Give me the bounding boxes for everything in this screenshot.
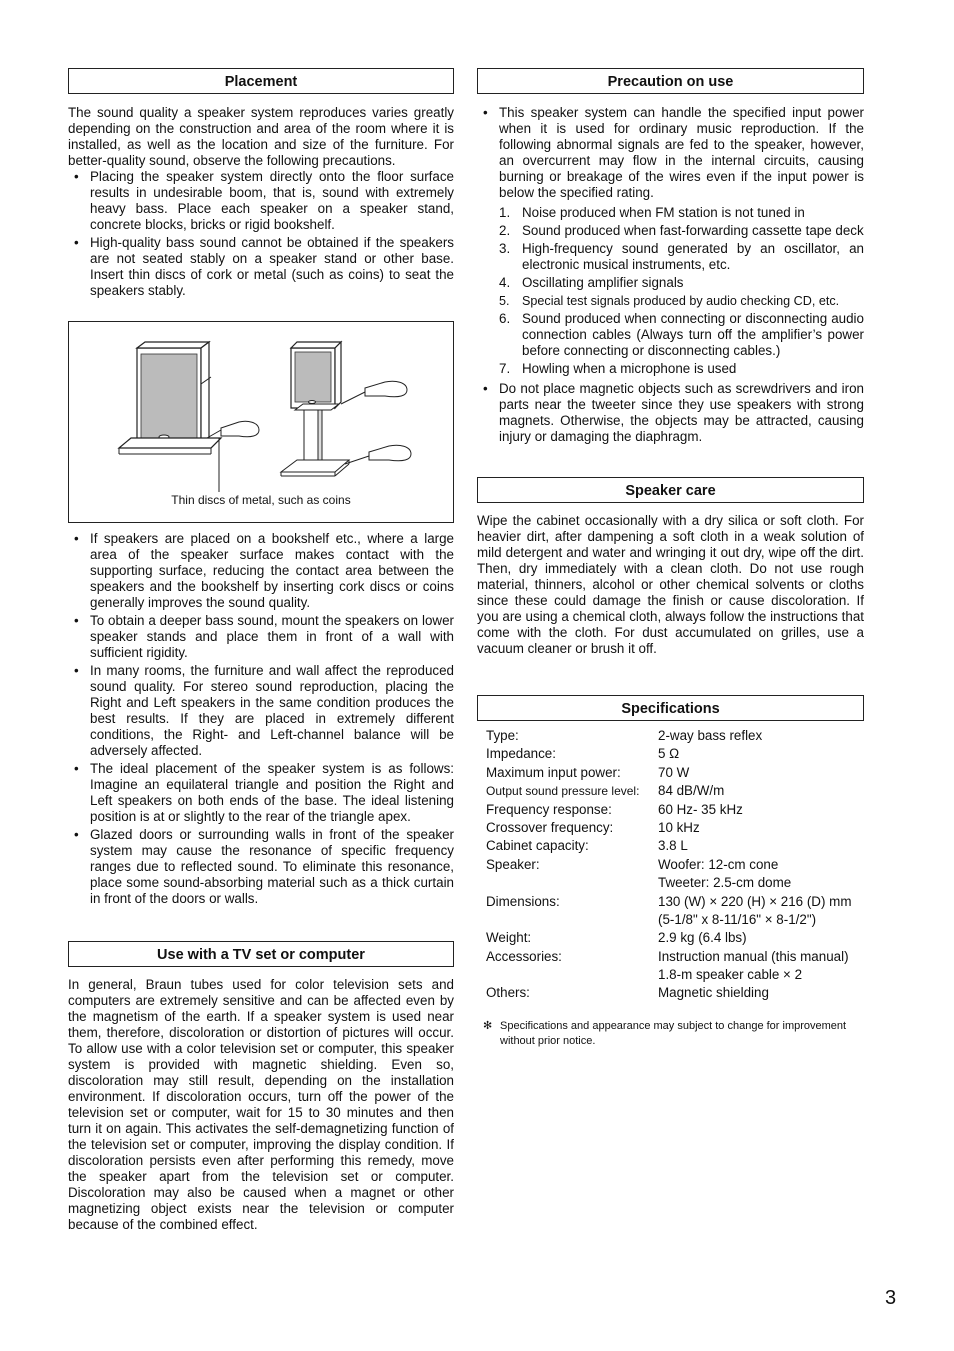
spec-value: 60 Hz- 35 kHz: [658, 801, 743, 817]
item-text: Sound produced when fast-forwarding cassette tape deck: [522, 223, 864, 238]
spec-value: Instruction manual (this manual): [658, 948, 849, 964]
footnote-text: Specifications and appearance may subject to change for improvement without prior notice.: [500, 1019, 847, 1047]
precaution-bullet-text: This speaker system can handle the specified input power when it is used for ordinary music reproduction. If the following abnormal signals are fed to the speaker, however, an overcurrent may flow in the internal circuits, causing burning or breakage of the wires even if the input power is below the specified rating.: [499, 105, 864, 200]
list-item: • Placing the speaker system directly onto the floor surface results in undesirable boom, that is, sound with extremely heavy bass. Place each speaker on a speaker stand, concrete blocks, bricks or rigid bookshelf.: [68, 169, 454, 233]
list-item: • In many rooms, the furniture and wall affect the reproduced sound quality. For stereo sound reproduction, placing the Right and Left speakers in the same condition produces the best results. If they are placed in extremely different conditions, the Right- and Left-channel balance will be adversely affected.: [68, 663, 454, 759]
spec-value: 2-way bass reflex: [658, 728, 763, 743]
spec-value: 2.9 kg (6.4 lbs): [658, 930, 747, 946]
page-number: 3: [885, 1287, 897, 1309]
spec-label: Accessories:: [486, 948, 562, 964]
item-text: Sound produced when connecting or disconnecting audio connection cables (Always turn off the amplifier’s power before connecting or disconnecting cables.): [522, 311, 864, 358]
item-number: 1.: [499, 205, 511, 220]
placement-heading: Placement: [68, 68, 454, 94]
item-number: 5.: [499, 294, 510, 308]
list-item: [477, 205, 864, 221]
item-number: 2.: [499, 223, 511, 238]
list-item: • Do not place magnetic objects such as screwdrivers and iron parts near the tweeter since they use speakers with strong magnets. Otherwise, the objects may be attracted, causing injury or damaging the diaphragm.: [477, 381, 864, 445]
item-number: 4.: [499, 275, 511, 290]
speaker-placement-figure: [68, 321, 454, 523]
spec-label: Maximum input power:: [486, 764, 621, 780]
abnormal-signals-list: [477, 205, 864, 377]
item-text: Special test signals produced by audio checking CD, etc.: [522, 294, 840, 308]
spec-label: Others:: [486, 985, 530, 1001]
asterisk-icon: ✻: [483, 1019, 493, 1032]
spec-label: [486, 911, 658, 929]
table-row: [486, 837, 864, 855]
tv-heading: Use with a TV set or computer: [68, 941, 454, 967]
list-item: [477, 241, 864, 273]
list-item: • High-quality bass sound cannot be obtained if the speakers are not seated stably on a speaker stand or other base. Insert thin discs of cork or metal (such as coins) to seat the speakers stably.: [68, 235, 454, 299]
spec-value: Magnetic shielding: [658, 985, 769, 1001]
list-item: [477, 361, 864, 377]
table-row: [486, 966, 864, 984]
item-text: Oscillating amplifier signals: [522, 275, 684, 290]
table-row: [486, 893, 864, 911]
spec-label: Cabinet capacity:: [486, 838, 589, 854]
item-text: Howling when a microphone is used: [522, 361, 737, 376]
table-row: [486, 856, 864, 874]
item-text: High-frequency sound generated by an oscillator, an electronic musical instruments, etc.: [522, 241, 864, 272]
spec-value: 3.8 L: [658, 838, 688, 854]
list-item: • To obtain a deeper bass sound, mount the speakers on lower speaker stands and place them in front of a wall with sufficient rigidity.: [68, 613, 454, 661]
spec-label: Frequency response:: [486, 801, 612, 817]
table-row: [486, 727, 864, 745]
placement-bullets-b: [68, 531, 454, 907]
spec-value: 10 kHz: [658, 819, 700, 835]
spec-label: [486, 966, 658, 984]
item-text: Noise produced when FM station is not tuned in: [522, 205, 805, 220]
table-row: [486, 911, 864, 929]
item-number: 6.: [499, 311, 511, 326]
table-row: [486, 782, 864, 800]
list-item: [477, 275, 864, 291]
care-body: Wipe the cabinet occasionally with a dry silica or soft cloth. For heavier dirt, after dampening a soft cloth in a weak solution of mild detergent and water and wringing it out dry, wipe off the dirt. Then, dry immediately with a clean cloth. Do not use rough material, thinners, alcohol or other chemical solvents or cloths since these could damage the finish or cause discoloration. If you are using a chemical cloth, always follow the instructions that come with the cloth. For dust accumulated on grilles, use a vacuum cleaner or brush it off.: [477, 513, 864, 656]
tv-body: In general, Braun tubes used for color television sets and computers are extremely sensitive and can be affected even by the magnetism of the earth. If a speaker system is used near them, therefore, discoloration or distortion of pictures will occur. To allow use with a color television set or computer, this speaker system is provided with magnetic shielding. Even so, discoloration may still result, depending on the installation environment. If discoloration occurs, turn off the power of the television set or computer, wait for 15 to 30 minutes and then turn it on again. This activates the self-demagnetizing function of the television set or computer, improving the display condition. If discoloration persists even after performing this remedy, move the speaker apart from the television set or computer. Discoloration may also be caused when a magnet or other magnetizing object exists near the television or computer because of the combined effect.: [68, 977, 454, 1232]
spec-value: (5-1/8" x 8-11/16" × 8-1/2"): [658, 911, 817, 927]
care-heading: Speaker care: [477, 477, 864, 503]
precaution-bullets: [477, 105, 864, 201]
precaution-heading: Precaution on use: [477, 68, 864, 94]
spec-value: 5 Ω: [658, 746, 680, 762]
speaker-placement-illustration: [69, 322, 453, 492]
spec-label: [486, 874, 658, 892]
spec-label: Type:: [486, 728, 519, 743]
spec-value: 70 W: [658, 764, 690, 780]
table-row: [486, 929, 864, 947]
specs-footnote: [477, 1019, 864, 1049]
spec-label: Speaker:: [486, 856, 540, 872]
table-row: [486, 764, 864, 782]
table-row: [486, 948, 864, 966]
precaution-bullets-2: [477, 381, 864, 445]
item-number: 3.: [499, 241, 511, 256]
spec-label: Dimensions:: [486, 893, 560, 909]
list-item: [477, 293, 864, 309]
spec-value: 130 (W) × 220 (H) × 216 (D) mm: [658, 893, 852, 909]
spec-value: Woofer: 12-cm cone: [658, 856, 779, 872]
list-item: • If speakers are placed on a bookshelf etc., where a large area of the speaker surface makes contact with the supporting surface, reducing the contact area between the speakers and the bookshelf by inserting cork discs or coins generally improves the sound quality.: [68, 531, 454, 611]
spec-label: Impedance:: [486, 746, 556, 762]
table-row: [486, 745, 864, 763]
list-item: [477, 311, 864, 359]
specs-table: [486, 727, 864, 1003]
list-item: • The ideal placement of the speaker system is as follows: Imagine an equilateral triangle and position the Right and Left speakers on both ends of the base. The ideal listening position is at or slightly to the rear of the triangle apex.: [68, 761, 454, 825]
spec-label: Crossover frequency:: [486, 819, 614, 835]
list-item: • Glazed doors or surrounding walls in front of the speaker system may cause the resonance of specific frequency ranges due to reflected sound. To eliminate this resonance, place some sound-absorbing material such as a thick curtain in front of the doors or walls.: [68, 827, 454, 907]
placement-intro: The sound quality a speaker system reproduces varies greatly depending on the construction and area of the room where it is installed, as well as the location and size of the furniture. For better-quality sound, observe the following precautions.: [68, 105, 454, 168]
spec-label: Output sound pressure level:: [486, 784, 640, 799]
list-item: [477, 105, 864, 201]
list-item: [477, 223, 864, 239]
placement-bullets-a: [68, 169, 454, 299]
table-row: [486, 874, 864, 892]
spec-value: 1.8-m speaker cable × 2: [658, 967, 803, 983]
figure-caption: Thin discs of metal, such as coins: [171, 493, 351, 507]
specs-heading: Specifications: [477, 695, 864, 721]
spec-label: Weight:: [486, 930, 532, 946]
item-number: 7.: [499, 361, 511, 376]
right-column: [477, 68, 864, 1049]
table-row: [486, 819, 864, 837]
spec-value: 84 dB/W/m: [658, 783, 725, 799]
table-row: [486, 801, 864, 819]
left-column: [68, 68, 454, 1233]
table-row: [486, 984, 864, 1002]
spec-value: Tweeter: 2.5-cm dome: [658, 875, 792, 891]
